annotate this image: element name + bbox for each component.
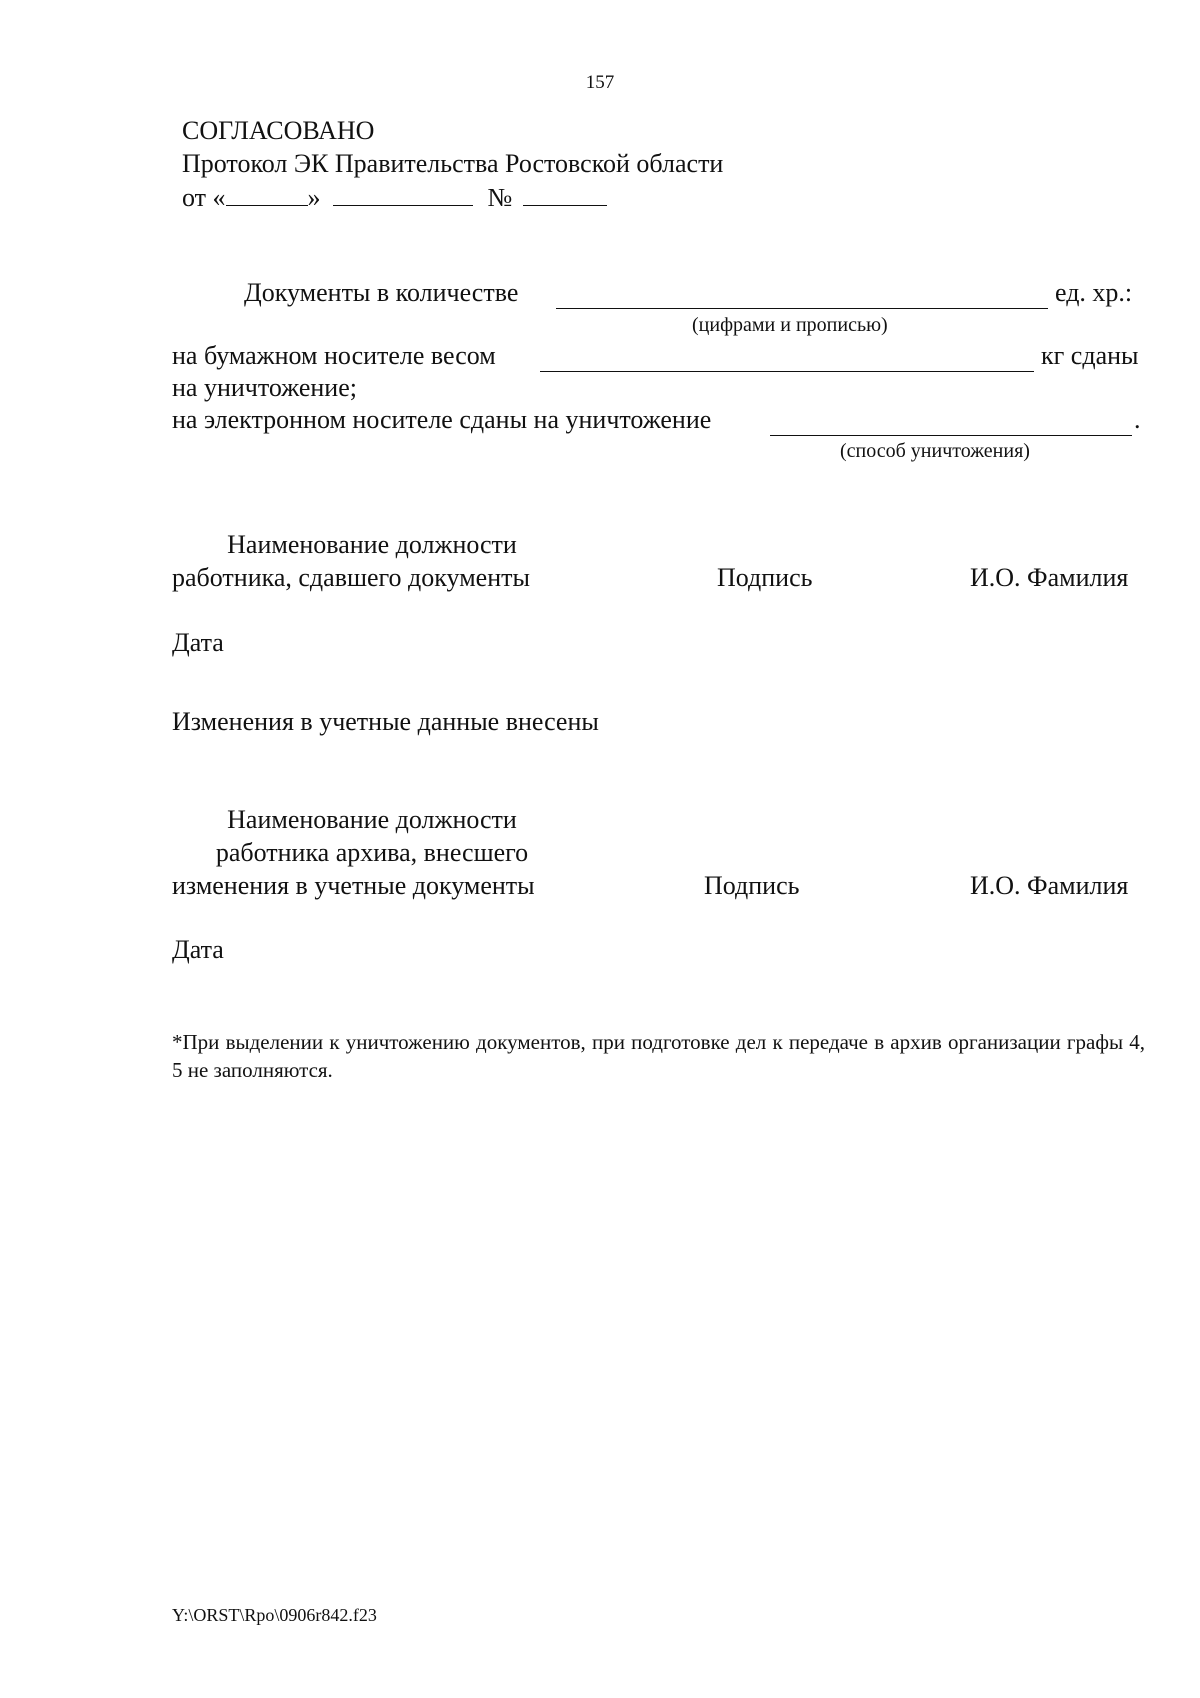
sig1-signature: Подпись bbox=[717, 563, 813, 592]
sig2-signature: Подпись bbox=[704, 871, 800, 900]
documents-count-blank bbox=[556, 282, 1048, 309]
electronic-label: на электронном носителе сданы на уничтожение bbox=[172, 405, 712, 434]
documents-label: Документы в количестве bbox=[244, 278, 519, 307]
sig2-position-line1: Наименование должности bbox=[227, 805, 517, 834]
digits-hint: (цифрами и прописью) bbox=[692, 314, 888, 336]
approval-date-line bbox=[182, 183, 607, 213]
approval-number-blank bbox=[523, 183, 607, 206]
paper-label: на бумажном носителе весом bbox=[172, 341, 496, 370]
footnote: *При выделении к уничтожению документов, при подготовке дел к передаче в архив организации графы 4, 5 не заполняются. bbox=[172, 1030, 1145, 1082]
page-number: 157 bbox=[585, 72, 615, 93]
sig2-name: И.О. Фамилия bbox=[970, 871, 1129, 900]
paper-unit: кг сданы bbox=[1041, 341, 1139, 370]
sig1-position-line1: Наименование должности bbox=[227, 530, 517, 559]
approval-day-blank bbox=[226, 183, 308, 206]
changes-note: Изменения в учетные данные внесены bbox=[172, 707, 599, 736]
paper-weight-blank bbox=[540, 345, 1034, 372]
electronic-end: . bbox=[1134, 405, 1141, 434]
sig1-position-line2: работника, сдавшего документы bbox=[172, 563, 530, 592]
sig1-date-label: Дата bbox=[172, 628, 224, 657]
destruction-method-blank bbox=[770, 409, 1132, 436]
paper-tail: на уничтожение; bbox=[172, 373, 357, 402]
sig1-name: И.О. Фамилия bbox=[970, 563, 1129, 592]
method-hint: (способ уничтожения) bbox=[840, 440, 1030, 462]
approval-date-prefix: от « bbox=[182, 183, 226, 212]
approval-number-sign: № bbox=[487, 183, 513, 212]
file-path: Y:\ORST\Rpo\0906r842.f23 bbox=[172, 1605, 377, 1625]
documents-unit: ед. хр.: bbox=[1055, 278, 1133, 307]
sig2-date-label: Дата bbox=[172, 935, 224, 964]
sig2-position-line2: работника архива, внесшего bbox=[215, 838, 529, 867]
approval-protocol: Протокол ЭК Правительства Ростовской области bbox=[182, 149, 724, 178]
approval-date-close: » bbox=[307, 183, 321, 212]
approval-month-blank bbox=[333, 183, 473, 206]
sig2-position-line3: изменения в учетные документы bbox=[172, 871, 535, 900]
approval-title: СОГЛАСОВАНО bbox=[182, 116, 375, 145]
